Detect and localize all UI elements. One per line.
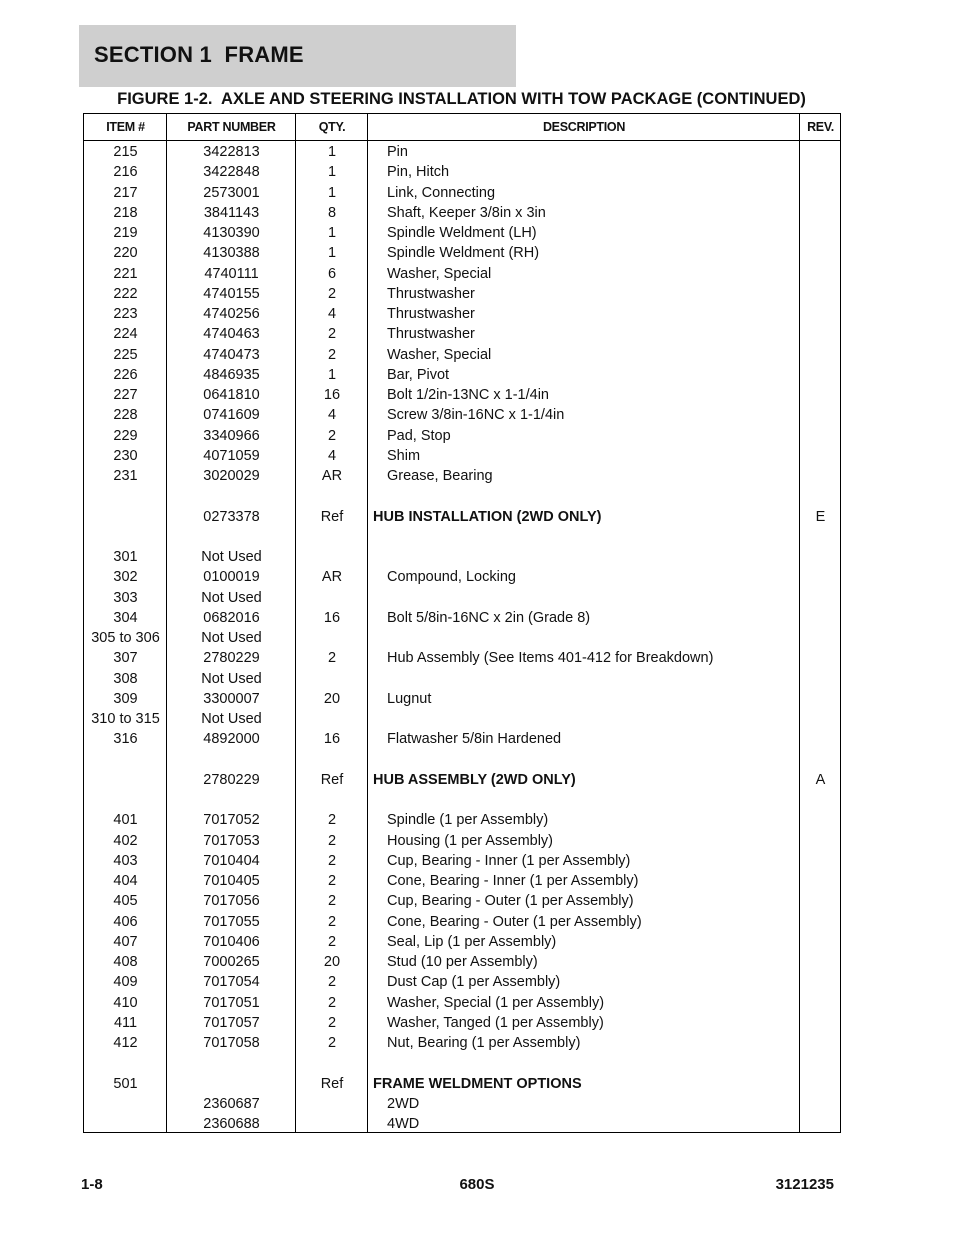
part-number-cell: 4130390 [203, 225, 260, 241]
table-row [84, 324, 840, 344]
table-row [84, 264, 840, 284]
item-cell: 409 [113, 974, 138, 991]
table-row [84, 304, 840, 324]
part-number-cell: 0682016 [203, 609, 260, 626]
header-rev: REV. [807, 120, 834, 134]
qty-cell: 1 [327, 366, 337, 383]
table-row [84, 669, 840, 689]
description-cell: Cone, Bearing - Outer (1 per Assembly) [387, 913, 642, 930]
description-cell: 4WD [387, 1116, 420, 1132]
table-row [84, 1114, 840, 1134]
item-cell: 411 [113, 1014, 138, 1031]
table-row [84, 183, 840, 203]
description-cell: Shaft, Keeper 3/8in x 3in [387, 204, 546, 221]
item-cell: 230 [113, 447, 138, 464]
item-cell: 217 [113, 184, 138, 201]
description-cell: Dust Cap (1 per Assembly) [387, 974, 561, 991]
part-number-cell: 4071059 [203, 447, 260, 464]
table-row [84, 345, 840, 365]
table-row [84, 770, 840, 790]
table-row [84, 466, 840, 486]
part-number-cell: 7017053 [203, 832, 260, 849]
item-cell: 231 [113, 468, 138, 484]
description-cell: Bolt 5/8in-16NC x 2in (Grade 8) [387, 609, 591, 626]
item-cell: 223 [113, 306, 138, 322]
qty-cell: 4 [327, 306, 337, 322]
part-number-cell: 0741609 [203, 407, 260, 424]
table-row [84, 831, 840, 851]
item-cell: 407 [113, 933, 138, 950]
part-number-cell: 3422813 [203, 144, 260, 160]
description-cell: Flatwasher 5/8in Hardened [387, 731, 562, 748]
item-cell: 402 [113, 832, 138, 849]
qty-cell: 1 [327, 184, 337, 201]
item-cell: 307 [113, 650, 138, 667]
part-number-cell: 7000265 [203, 954, 260, 970]
table-row [84, 1013, 840, 1033]
table-row [84, 608, 840, 628]
part-number-cell: 4740256 [203, 306, 260, 322]
description-cell: Washer, Special [387, 346, 492, 363]
header-description: DESCRIPTION [542, 120, 626, 134]
table-row [84, 952, 840, 972]
description-cell: Stud (10 per Assembly) [387, 954, 538, 970]
description-cell: HUB ASSEMBLY (2WD ONLY) [373, 771, 576, 788]
qty-cell: AR [321, 468, 343, 484]
table-row [84, 547, 840, 567]
qty-cell: 20 [323, 954, 341, 970]
part-number-cell: Not Used [201, 670, 262, 687]
description-cell: FRAME WELDMENT OPTIONS [373, 1075, 582, 1092]
item-cell: 227 [113, 387, 138, 403]
table-row [84, 142, 840, 162]
description-cell: Pin [387, 144, 408, 160]
header-qty: QTY. [318, 120, 346, 134]
part-number-cell: 7010406 [203, 933, 260, 950]
table-row [84, 810, 840, 830]
part-number-cell: 7010404 [203, 852, 260, 869]
qty-cell: 2 [327, 994, 337, 1011]
description-cell: Nut, Bearing (1 per Assembly) [387, 1035, 581, 1051]
header-item: ITEM # [106, 120, 145, 134]
item-cell: 218 [113, 204, 138, 221]
rev-cell: E [815, 508, 826, 525]
item-cell: 403 [113, 852, 138, 869]
table-row [84, 689, 840, 709]
item-cell: 228 [113, 407, 138, 424]
part-number-cell: 0100019 [203, 569, 260, 586]
item-cell: 412 [113, 1035, 138, 1051]
qty-cell: 2 [327, 832, 337, 849]
part-number-cell: Not Used [201, 711, 262, 727]
table-row [84, 385, 840, 405]
part-number-cell: 2780229 [203, 771, 260, 788]
description-cell: Compound, Locking [387, 569, 516, 586]
description-cell: Thrustwasher [387, 306, 475, 322]
part-number-cell: 3841143 [203, 204, 260, 221]
table-row [84, 405, 840, 425]
item-cell: 405 [113, 893, 138, 910]
qty-cell: 2 [327, 650, 337, 667]
item-cell: 219 [113, 225, 138, 241]
part-number-cell: 3020029 [203, 468, 260, 484]
description-cell: Spindle Weldment (RH) [387, 245, 540, 262]
part-number-cell: 7017054 [203, 974, 260, 991]
description-cell: Bolt 1/2in-13NC x 1-1/4in [387, 387, 549, 403]
table-row [84, 993, 840, 1013]
part-number-cell: 4740473 [203, 346, 260, 363]
qty-cell: 2 [327, 893, 337, 910]
item-cell: 401 [113, 812, 138, 829]
header-divider [84, 140, 840, 141]
description-cell: Thrustwasher [387, 285, 475, 302]
description-cell: Cup, Bearing - Inner (1 per Assembly) [387, 852, 631, 869]
description-cell: Lugnut [387, 690, 432, 707]
qty-cell: 1 [327, 164, 337, 181]
table-row [84, 162, 840, 182]
qty-cell: 1 [327, 245, 337, 262]
item-cell: 408 [113, 954, 138, 970]
table-row [84, 851, 840, 871]
qty-cell: 8 [327, 204, 337, 221]
part-number-cell: Not Used [201, 630, 262, 646]
description-cell: Housing (1 per Assembly) [387, 832, 554, 849]
part-number-cell: 7017056 [203, 893, 260, 910]
item-cell: 406 [113, 913, 138, 930]
table-row [84, 527, 840, 547]
qty-cell: 4 [327, 447, 337, 464]
item-cell: 410 [113, 994, 138, 1011]
item-cell: 224 [113, 326, 138, 343]
table-row [84, 243, 840, 263]
item-cell: 229 [113, 427, 138, 444]
description-cell: Bar, Pivot [387, 366, 450, 383]
part-number-cell: 7017052 [203, 812, 260, 829]
description-cell: Cone, Bearing - Inner (1 per Assembly) [387, 873, 639, 889]
document-number: 3121235 [775, 1176, 834, 1193]
part-number-cell: 4892000 [203, 731, 260, 748]
table-row [84, 932, 840, 952]
part-number-cell: 7017055 [203, 913, 260, 930]
item-cell: 221 [113, 265, 138, 282]
table-row [84, 1053, 840, 1073]
qty-cell: 2 [327, 427, 337, 444]
part-number-cell: Not Used [201, 549, 262, 565]
description-cell: Link, Connecting [387, 184, 496, 201]
part-number-cell: 2360688 [203, 1116, 260, 1132]
item-cell: 302 [113, 569, 138, 586]
table-row [84, 203, 840, 223]
table-row [84, 972, 840, 992]
table-row [84, 507, 840, 527]
item-cell: 305 to 306 [91, 630, 160, 646]
description-cell: Thrustwasher [387, 326, 475, 343]
description-cell: Pin, Hitch [387, 164, 450, 181]
item-cell: 309 [113, 690, 138, 707]
description-cell: Hub Assembly (See Items 401-412 for Breakdown) [387, 650, 714, 667]
table-row [84, 912, 840, 932]
description-cell: 2WD [387, 1095, 420, 1112]
table-row [84, 426, 840, 446]
rev-cell: A [815, 771, 826, 788]
qty-cell: 2 [327, 1035, 337, 1051]
table-body [84, 142, 840, 1134]
item-cell: 304 [113, 609, 138, 626]
table-row [84, 1074, 840, 1094]
item-cell: 310 to 315 [91, 711, 160, 727]
table-row [84, 1033, 840, 1053]
qty-cell: 2 [327, 812, 337, 829]
table-row [84, 750, 840, 770]
qty-cell: 16 [323, 731, 341, 748]
qty-cell: 2 [327, 346, 337, 363]
qty-cell: 2 [327, 974, 337, 991]
table-row [84, 790, 840, 810]
qty-cell: Ref [320, 771, 344, 788]
qty-cell: 1 [327, 144, 337, 160]
part-number-cell: 4846935 [203, 366, 260, 383]
table-row [84, 891, 840, 911]
part-number-cell: 4130388 [203, 245, 260, 262]
table-row [84, 567, 840, 587]
description-cell: Grease, Bearing [387, 468, 493, 484]
qty-cell: 2 [327, 933, 337, 950]
qty-cell: 16 [323, 609, 341, 626]
description-cell: Seal, Lip (1 per Assembly) [387, 933, 557, 950]
description-cell: Shim [387, 447, 421, 464]
table-row [84, 648, 840, 668]
part-number-cell: 3422848 [203, 164, 260, 181]
part-number-cell: 4740111 [204, 265, 259, 282]
part-number-cell: 2573001 [203, 184, 260, 201]
item-cell: 301 [113, 549, 138, 565]
qty-cell: 1 [327, 225, 337, 241]
qty-cell: Ref [320, 508, 344, 525]
model-name: 680S [459, 1176, 495, 1193]
part-number-cell: 2360687 [203, 1095, 260, 1112]
qty-cell: 2 [327, 285, 337, 302]
table-row [84, 709, 840, 729]
description-cell: Cup, Bearing - Outer (1 per Assembly) [387, 893, 634, 910]
item-cell: 501 [113, 1075, 138, 1092]
item-cell: 303 [113, 589, 138, 606]
item-cell: 226 [113, 366, 138, 383]
description-cell: HUB INSTALLATION (2WD ONLY) [373, 508, 602, 525]
qty-cell: AR [321, 569, 343, 586]
part-number-cell: Not Used [201, 589, 262, 606]
table-row [84, 729, 840, 749]
description-cell: Spindle (1 per Assembly) [387, 812, 549, 829]
item-cell: 308 [113, 670, 138, 687]
qty-cell: 2 [327, 913, 337, 930]
description-cell: Spindle Weldment (LH) [387, 225, 537, 241]
item-cell: 216 [113, 164, 138, 181]
part-number-cell: 2780229 [203, 650, 260, 667]
figure-title: FIGURE 1-2. AXLE AND STEERING INSTALLATION WITH TOW PACKAGE (CONTINUED) [117, 90, 806, 108]
table-row [84, 223, 840, 243]
part-number-cell: 3340966 [203, 427, 260, 444]
description-cell: Pad, Stop [387, 427, 451, 444]
item-cell: 222 [113, 285, 138, 302]
part-number-cell: 4740155 [203, 285, 260, 302]
table-row [84, 628, 840, 648]
description-cell: Washer, Special [387, 265, 492, 282]
section-title: SECTION 1 FRAME [94, 42, 304, 67]
table-row [84, 1094, 840, 1114]
qty-cell: 2 [327, 873, 337, 889]
table-row [84, 486, 840, 506]
description-cell: Washer, Special (1 per Assembly) [387, 994, 605, 1011]
qty-cell: 6 [327, 265, 337, 282]
description-cell: Screw 3/8in-16NC x 1-1/4in [387, 407, 565, 424]
header-part-number: PART NUMBER [187, 120, 276, 134]
qty-cell: 2 [327, 326, 337, 343]
qty-cell: Ref [320, 1075, 344, 1092]
qty-cell: 16 [323, 387, 341, 403]
table-row [84, 871, 840, 891]
table-row [84, 446, 840, 466]
item-cell: 404 [113, 873, 138, 889]
part-number-cell: 3300007 [203, 690, 260, 707]
item-cell: 316 [113, 731, 138, 748]
table-row [84, 588, 840, 608]
part-number-cell: 0641810 [203, 387, 260, 403]
item-cell: 225 [113, 346, 138, 363]
qty-cell: 2 [327, 1014, 337, 1031]
table-row [84, 284, 840, 304]
parts-table [83, 113, 841, 1133]
part-number-cell: 7017057 [203, 1014, 260, 1031]
page-number: 1-8 [81, 1176, 103, 1193]
item-cell: 220 [113, 245, 138, 262]
item-cell: 215 [113, 144, 138, 160]
part-number-cell: 7017058 [203, 1035, 260, 1051]
qty-cell: 2 [327, 852, 337, 869]
qty-cell: 4 [327, 407, 337, 424]
part-number-cell: 7017051 [203, 994, 260, 1011]
table-row [84, 365, 840, 385]
part-number-cell: 4740463 [203, 326, 260, 343]
part-number-cell: 0273378 [203, 508, 260, 525]
qty-cell: 20 [323, 690, 341, 707]
description-cell: Washer, Tanged (1 per Assembly) [387, 1014, 604, 1031]
part-number-cell: 7010405 [203, 873, 260, 889]
